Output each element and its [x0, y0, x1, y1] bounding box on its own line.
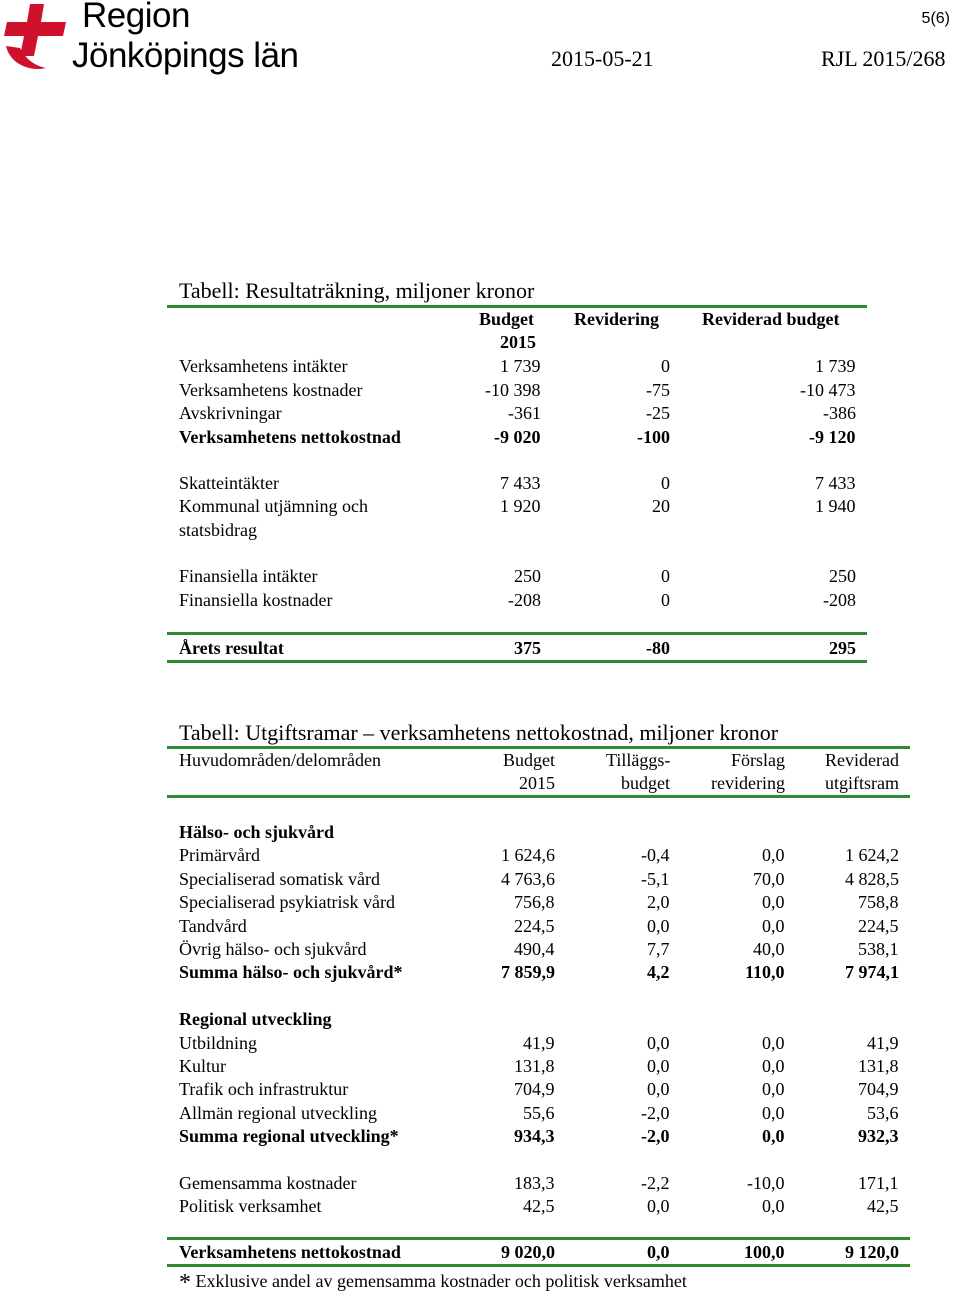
table1-bottom-rule [167, 660, 867, 663]
cell-value: 7,7 [647, 939, 670, 959]
cell-value: 4,2 [647, 962, 670, 982]
footnote-text: Exklusive andel av gemensamma kostnader och politisk verksamhet [195, 1271, 687, 1291]
row-label: Gemensamma kostnader [179, 1173, 357, 1193]
cell-value: 41,9 [523, 1033, 555, 1053]
cell-value: 9 020,0 [501, 1242, 555, 1262]
cell-value: Reviderad [825, 750, 899, 770]
cell-value: -386 [823, 403, 856, 423]
cell-value: 0,0 [647, 1196, 670, 1216]
cell-value: -361 [508, 403, 541, 423]
cell-value: Budget [503, 750, 555, 770]
cell-value: 934,3 [514, 1126, 555, 1146]
cell-value: 0,0 [762, 845, 785, 865]
row-label: Summa hälso- och sjukvård* [179, 962, 403, 982]
row-label: Årets resultat [179, 638, 284, 658]
row-label: Verksamhetens intäkter [179, 356, 348, 376]
cell-value: -2,0 [641, 1103, 670, 1123]
cell-value: 7 974,1 [845, 962, 899, 982]
cell-value: 171,1 [858, 1173, 899, 1193]
cell-value: -2,2 [641, 1173, 670, 1193]
cell-value: 758,8 [858, 892, 899, 912]
cell-value: 0,0 [762, 1126, 785, 1146]
cell-value: 1 940 [815, 496, 856, 516]
cell-value: 1 739 [815, 356, 856, 376]
cell-value: 704,9 [514, 1079, 555, 1099]
cell-value: budget [621, 773, 670, 793]
cell-value: -0,4 [641, 845, 670, 865]
table2-total-rule [167, 1237, 910, 1240]
cell-value: 0,0 [762, 1079, 785, 1099]
row-label: Verksamhetens nettokostnad [179, 1242, 401, 1262]
cell-value: 224,5 [514, 916, 555, 936]
row-label: Politisk verksamhet [179, 1196, 322, 1216]
cell-value: 490,4 [514, 939, 555, 959]
cell-value: -9 020 [494, 427, 541, 447]
cell-value: -5,1 [641, 869, 670, 889]
row-label: Kultur [179, 1056, 226, 1076]
cell-value: 538,1 [858, 939, 899, 959]
row-label: Allmän regional utveckling [179, 1103, 377, 1123]
cell-value: 250 [829, 566, 856, 586]
cell-value: 1 624,2 [845, 845, 899, 865]
row-label: Verksamhetens nettokostnad [179, 427, 401, 447]
table1-result-rule [167, 632, 867, 635]
cell-value: 7 433 [500, 473, 541, 493]
cell-value: -9 120 [809, 427, 856, 447]
row-label: Utbildning [179, 1033, 258, 1053]
cell-value: -2,0 [641, 1126, 670, 1146]
cell-value: 1 920 [500, 496, 541, 516]
cell-value: 55,6 [523, 1103, 555, 1123]
cell-value: 0,0 [762, 1033, 785, 1053]
row-label: Verksamhetens kostnader [179, 380, 363, 400]
cell-value: Förslag [731, 750, 785, 770]
cell-value: 100,0 [744, 1242, 785, 1262]
row-label: Summa regional utveckling* [179, 1126, 399, 1146]
row-label: Skatteintäkter [179, 473, 279, 493]
cell-value: -25 [646, 403, 670, 423]
cell-value: 0 [661, 356, 670, 376]
cell-value: 756,8 [514, 892, 555, 912]
region-logo [0, 0, 310, 80]
table1-title: Tabell: Resultaträkning, miljoner kronor [179, 278, 535, 303]
cell-value: 1 624,6 [501, 845, 555, 865]
cell-value: 0,0 [762, 892, 785, 912]
cell-value: 1 739 [500, 356, 541, 376]
cell-value: 704,9 [858, 1079, 899, 1099]
cell-value: 0,0 [647, 1242, 670, 1262]
cell-value: 0 [661, 590, 670, 610]
cell-value: -208 [508, 590, 541, 610]
page-number: 5(6) [921, 10, 950, 27]
column-header: Reviderad budget [702, 309, 840, 329]
row-label: statsbidrag [179, 520, 257, 540]
cell-value: 9 120,0 [845, 1242, 899, 1262]
column-header: Revidering [574, 309, 659, 329]
logo-text-county: Jönköpings län [72, 36, 299, 75]
cell-value: 0 [661, 566, 670, 586]
cell-value: 0,0 [647, 916, 670, 936]
section-heading-label: Regional utveckling [179, 1009, 332, 1030]
cell-value: 131,8 [858, 1056, 899, 1076]
cell-value: 4 828,5 [845, 869, 899, 889]
cell-value: 0,0 [762, 1056, 785, 1076]
cell-value: 7 433 [815, 473, 856, 493]
cell-value: 932,3 [858, 1126, 899, 1146]
footnote-star: * [179, 1270, 191, 1296]
cell-value: -80 [646, 638, 670, 658]
cell-value: utgiftsram [825, 773, 899, 793]
cell-value: 0 [661, 473, 670, 493]
row-label: Övrig hälso- och sjukvård [179, 939, 367, 959]
cell-value: 0,0 [647, 1056, 670, 1076]
cell-value: 2015 [519, 773, 555, 793]
cell-value: -75 [646, 380, 670, 400]
row-label: Huvudområden/delområden [179, 750, 381, 770]
column-header: Budget [479, 309, 535, 329]
row-label: Specialiserad somatisk vård [179, 869, 380, 889]
cell-value: 0,0 [647, 1079, 670, 1099]
cell-value: 295 [829, 638, 856, 658]
row-label: Avskrivningar [179, 403, 282, 423]
cell-value: -208 [823, 590, 856, 610]
cell-value: revidering [711, 773, 785, 793]
region-logo-icon [0, 2, 72, 74]
row-label: Tandvård [179, 916, 247, 936]
cell-value: 131,8 [514, 1056, 555, 1076]
table2-bottom-rule [167, 1264, 910, 1267]
cell-value: -10 473 [800, 380, 856, 400]
cell-value: -10,0 [747, 1173, 785, 1193]
row-label: Kommunal utjämning och [179, 496, 368, 516]
cell-value: 0,0 [647, 1033, 670, 1053]
cell-value: 0,0 [762, 916, 785, 936]
cell-value: 7 859,9 [501, 962, 555, 982]
section-heading-label: Hälso- och sjukvård [179, 822, 335, 842]
cell-value: 53,6 [867, 1103, 899, 1123]
column-header: 2015 [500, 332, 536, 352]
cell-value: 41,9 [867, 1033, 899, 1053]
document-date: 2015-05-21 [551, 46, 654, 71]
footnote [179, 1270, 687, 1297]
cell-value: 2,0 [647, 892, 670, 912]
cell-value: 42,5 [523, 1196, 555, 1216]
row-label: Primärvård [179, 845, 260, 865]
table2-title: Tabell: Utgiftsramar – verksamhetens nettokostnad, miljoner kronor [179, 720, 779, 745]
row-label: Specialiserad psykiatrisk vård [179, 892, 395, 912]
cell-value: 0,0 [762, 1103, 785, 1123]
cell-value: -100 [637, 427, 670, 447]
cell-value: -10 398 [485, 380, 541, 400]
table2-header-rule [167, 795, 910, 798]
cell-value: 224,5 [858, 916, 899, 936]
cell-value: 375 [514, 638, 541, 658]
cell-value: Tilläggs- [606, 750, 671, 770]
cell-value: 250 [514, 566, 541, 586]
cell-value: 42,5 [867, 1196, 899, 1216]
row-label: Finansiella kostnader [179, 590, 333, 610]
cell-value: 4 763,6 [501, 869, 555, 889]
cell-value: 183,3 [514, 1173, 555, 1193]
logo-text-region: Region [82, 0, 190, 35]
row-label: Finansiella intäkter [179, 566, 318, 586]
cell-value: 40,0 [753, 939, 785, 959]
cell-value: 70,0 [753, 869, 785, 889]
cell-value: 110,0 [745, 962, 785, 982]
cell-value: 0,0 [762, 1196, 785, 1216]
row-label: Trafik och infrastruktur [179, 1079, 349, 1099]
cell-value: 20 [652, 496, 670, 516]
document-reference: RJL 2015/268 [821, 46, 946, 71]
